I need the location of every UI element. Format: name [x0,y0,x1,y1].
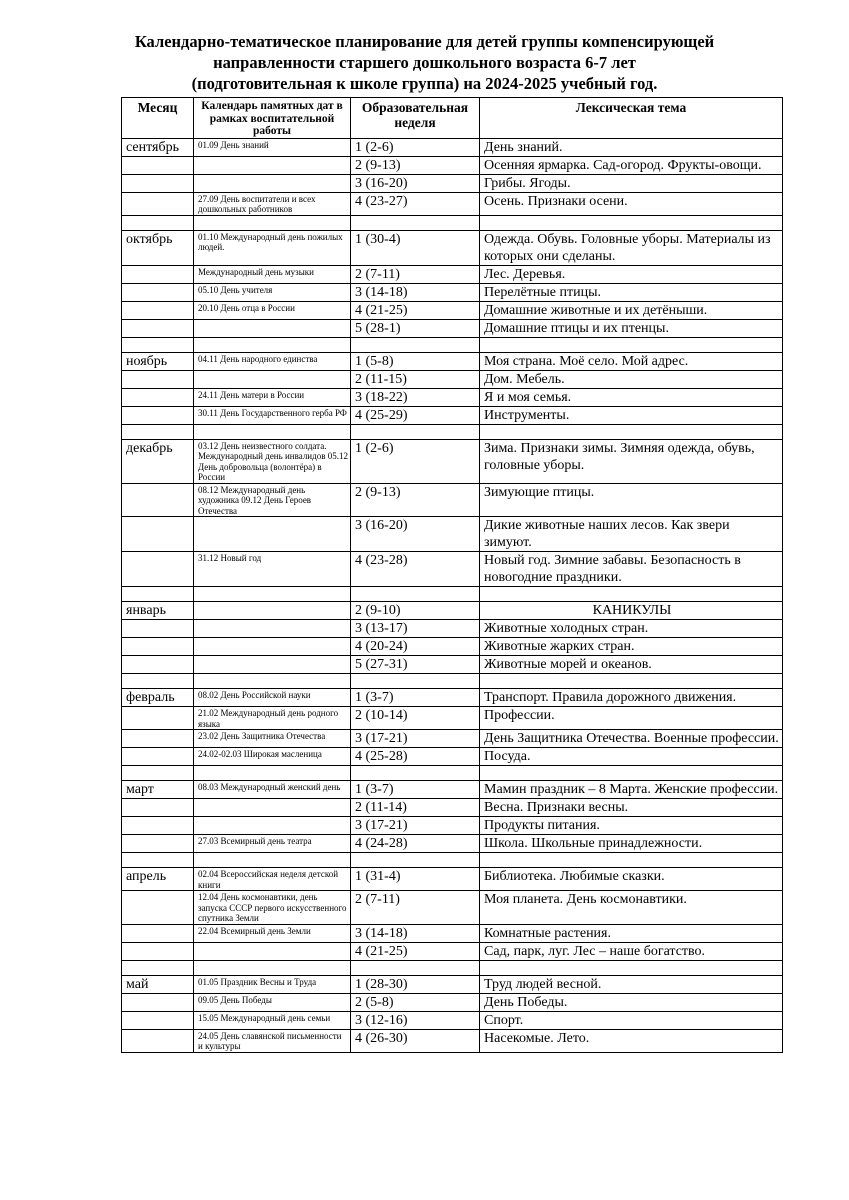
week-cell: 2 (11-14) [351,799,480,817]
month-cell: май [122,975,194,993]
week-cell: 4 (25-29) [351,406,480,424]
theme-cell: Дом. Мебель. [480,370,783,388]
month-cell [122,192,194,215]
header-row [122,98,783,139]
week-cell: 4 (23-28) [351,552,480,587]
empty-cell [122,960,194,975]
calendar-cell: 27.03 Всемирный день театра [194,835,351,853]
calendar-cell: 04.11 День народного единства [194,352,351,370]
month-cell: март [122,781,194,799]
theme-cell: Мамин праздник – 8 Марта. Женские профессии. [480,781,783,799]
empty-cell [194,960,351,975]
table-row [122,993,783,1011]
table-row [122,602,783,620]
theme-cell: Весна. Признаки весны. [480,799,783,817]
table-row [122,748,783,766]
spacer-row [122,853,783,868]
empty-cell [351,587,480,602]
table-row [122,1029,783,1052]
calendar-cell: 30.11 День Государственного герба РФ [194,406,351,424]
week-cell: 3 (14-18) [351,283,480,301]
theme-cell: Осень. Признаки осени. [480,192,783,215]
week-cell: 1 (28-30) [351,975,480,993]
theme-cell: День Победы. [480,993,783,1011]
table-row [122,835,783,853]
empty-cell [351,766,480,781]
week-cell: 1 (31-4) [351,868,480,891]
header-calendar: Календарь памятных дат в рамках воспитательной работы [194,98,351,139]
theme-cell: Домашние животные и их детёныши. [480,301,783,319]
week-cell: 3 (17-21) [351,817,480,835]
week-cell: 1 (2-6) [351,138,480,156]
table-row [122,301,783,319]
month-cell [122,638,194,656]
theme-cell: Школа. Школьные принадлежности. [480,835,783,853]
week-cell: 1 (5-8) [351,352,480,370]
theme-cell: Новый год. Зимние забавы. Безопасность в новогодние праздники. [480,552,783,587]
week-cell: 5 (27-31) [351,656,480,674]
month-cell [122,406,194,424]
calendar-cell: 27.09 День воспитатели и всех дошкольных работников [194,192,351,215]
empty-cell [480,766,783,781]
empty-cell [194,337,351,352]
calendar-cell: 31.12 Новый год [194,552,351,587]
calendar-cell: 21.02 Международный день родного языка [194,707,351,730]
table-row [122,942,783,960]
month-cell [122,517,194,552]
week-cell: 3 (16-20) [351,517,480,552]
month-cell: декабрь [122,439,194,483]
spacer-row [122,337,783,352]
calendar-cell [194,620,351,638]
theme-cell: КАНИКУЛЫ [480,602,783,620]
table-row [122,439,783,483]
empty-cell [480,853,783,868]
month-cell [122,730,194,748]
table-row [122,1011,783,1029]
calendar-cell: 15.05 Международный день семьи [194,1011,351,1029]
calendar-cell: 24.11 День матери в России [194,388,351,406]
calendar-cell: 05.10 День учителя [194,283,351,301]
theme-cell: Сад, парк, луг. Лес – наше богатство. [480,942,783,960]
theme-cell: Животные жарких стран. [480,638,783,656]
empty-cell [194,853,351,868]
empty-cell [194,424,351,439]
month-cell [122,388,194,406]
month-cell: апрель [122,868,194,891]
theme-cell: Посуда. [480,748,783,766]
planning-table [121,97,783,1053]
calendar-cell: 24.02-02.03 Широкая масленица [194,748,351,766]
week-cell: 4 (21-25) [351,301,480,319]
table-row [122,689,783,707]
theme-cell: Продукты питания. [480,817,783,835]
theme-cell: Спорт. [480,1011,783,1029]
month-cell [122,552,194,587]
empty-cell [480,674,783,689]
week-cell: 4 (26-30) [351,1029,480,1052]
month-cell: сентябрь [122,138,194,156]
theme-cell: Зима. Признаки зимы. Зимняя одежда, обувь, головные уборы. [480,439,783,483]
calendar-cell [194,370,351,388]
table-row [122,552,783,587]
week-cell: 4 (25-28) [351,748,480,766]
month-cell [122,1029,194,1052]
table-row [122,517,783,552]
calendar-cell: 01.10 Международный день пожилых людей. [194,230,351,265]
calendar-cell: 09.05 День Победы [194,993,351,1011]
month-cell [122,483,194,517]
theme-cell: Лес. Деревья. [480,265,783,283]
empty-cell [194,766,351,781]
empty-cell [351,960,480,975]
table-row [122,638,783,656]
table-row [122,352,783,370]
calendar-cell: 08.03 Международный женский день [194,781,351,799]
table-row [122,406,783,424]
calendar-cell: 24.05 День славянской письменности и культуры [194,1029,351,1052]
empty-cell [122,337,194,352]
week-cell: 1 (30-4) [351,230,480,265]
week-cell: 3 (13-17) [351,620,480,638]
calendar-cell: Международный день музыки [194,265,351,283]
table-row [122,265,783,283]
week-cell: 4 (20-24) [351,638,480,656]
spacer-row [122,766,783,781]
week-cell: 3 (18-22) [351,388,480,406]
week-cell: 3 (14-18) [351,924,480,942]
calendar-cell [194,174,351,192]
theme-cell: Грибы. Ягоды. [480,174,783,192]
month-cell [122,620,194,638]
table-row [122,230,783,265]
calendar-cell: 01.09 День знаний [194,138,351,156]
empty-cell [351,853,480,868]
week-cell: 2 (7-11) [351,265,480,283]
table-row [122,656,783,674]
week-cell: 4 (24-28) [351,835,480,853]
spacer-row [122,587,783,602]
empty-cell [122,215,194,230]
table-row [122,370,783,388]
theme-cell: Насекомые. Лето. [480,1029,783,1052]
month-cell [122,301,194,319]
empty-cell [122,674,194,689]
table-body [122,138,783,1052]
header-week: Образовательная неделя [351,98,480,139]
empty-cell [122,853,194,868]
calendar-cell [194,517,351,552]
calendar-cell [194,656,351,674]
week-cell: 2 (7-11) [351,891,480,925]
theme-cell: Транспорт. Правила дорожного движения. [480,689,783,707]
empty-cell [122,424,194,439]
month-cell [122,370,194,388]
table-row [122,924,783,942]
month-cell [122,799,194,817]
table-row [122,319,783,337]
calendar-cell [194,602,351,620]
theme-cell: Профессии. [480,707,783,730]
month-cell [122,748,194,766]
empty-cell [480,587,783,602]
empty-cell [351,424,480,439]
theme-cell: Комнатные растения. [480,924,783,942]
empty-cell [351,337,480,352]
table-row [122,138,783,156]
theme-cell: Одежда. Обувь. Головные уборы. Материалы из которых они сделаны. [480,230,783,265]
theme-cell: День знаний. [480,138,783,156]
calendar-cell: 01.05 Праздник Весны и Труда [194,975,351,993]
month-cell [122,656,194,674]
week-cell: 1 (2-6) [351,439,480,483]
theme-cell: Библиотека. Любимые сказки. [480,868,783,891]
empty-cell [194,215,351,230]
week-cell: 2 (9-13) [351,156,480,174]
table-row [122,388,783,406]
calendar-cell [194,799,351,817]
theme-cell: Перелётные птицы. [480,283,783,301]
theme-cell: Зимующие птицы. [480,483,783,517]
week-cell: 2 (9-13) [351,483,480,517]
table-row [122,891,783,925]
title-line-1: Календарно-тематическое планирование для детей группы компенсирующей [134,32,715,51]
header-month: Месяц [122,98,194,139]
calendar-cell: 12.04 День космонавтики, день запуска СССР первого искусственного спутника Земли [194,891,351,925]
theme-cell: Я и моя семья. [480,388,783,406]
theme-cell: Дикие животные наших лесов. Как звери зимуют. [480,517,783,552]
empty-cell [194,674,351,689]
table-row [122,192,783,215]
table-row [122,868,783,891]
spacer-row [122,424,783,439]
header-theme: Лексическая тема [480,98,783,139]
theme-cell: Труд людей весной. [480,975,783,993]
table-row [122,730,783,748]
calendar-cell [194,942,351,960]
spacer-row [122,215,783,230]
week-cell: 1 (3-7) [351,689,480,707]
month-cell: февраль [122,689,194,707]
theme-cell: Животные морей и океанов. [480,656,783,674]
calendar-cell: 08.12 Международный день художника 09.12 День Героев Отечества [194,483,351,517]
month-cell: январь [122,602,194,620]
week-cell: 3 (12-16) [351,1011,480,1029]
month-cell: ноябрь [122,352,194,370]
calendar-cell: 20.10 День отца в России [194,301,351,319]
calendar-cell: 03.12 День неизвестного солдата. Международный день инвалидов 05.12 День добровольца (волонтёра) в России [194,439,351,483]
week-cell: 5 (28-1) [351,319,480,337]
table-row [122,975,783,993]
empty-cell [480,337,783,352]
table-row [122,283,783,301]
calendar-cell [194,156,351,174]
month-cell [122,707,194,730]
theme-cell: Животные холодных стран. [480,620,783,638]
theme-cell: Моя страна. Моё село. Мой адрес. [480,352,783,370]
spacer-row [122,960,783,975]
empty-cell [480,424,783,439]
month-cell [122,942,194,960]
table-row [122,483,783,517]
calendar-cell: 22.04 Всемирный день Земли [194,924,351,942]
month-cell [122,1011,194,1029]
empty-cell [480,960,783,975]
title-line-3: (подготовительная к школе группа) на 2024-2025 учебный год. [191,74,658,93]
table-row [122,799,783,817]
week-cell: 4 (23-27) [351,192,480,215]
empty-cell [122,766,194,781]
theme-cell: Моя планета. День космонавтики. [480,891,783,925]
month-cell [122,817,194,835]
calendar-cell: 23.02 День Защитника Отечества [194,730,351,748]
empty-cell [122,587,194,602]
table-row [122,707,783,730]
week-cell: 3 (17-21) [351,730,480,748]
week-cell: 2 (10-14) [351,707,480,730]
table-row [122,781,783,799]
month-cell [122,174,194,192]
month-cell [122,835,194,853]
table-row [122,620,783,638]
table-row [122,174,783,192]
week-cell: 2 (9-10) [351,602,480,620]
month-cell [122,156,194,174]
week-cell: 2 (5-8) [351,993,480,1011]
table-row [122,817,783,835]
month-cell [122,924,194,942]
month-cell [122,993,194,1011]
month-cell [122,265,194,283]
theme-cell: Инструменты. [480,406,783,424]
week-cell: 4 (21-25) [351,942,480,960]
calendar-cell: 08.02 День Российской науки [194,689,351,707]
week-cell: 2 (11-15) [351,370,480,388]
empty-cell [351,674,480,689]
month-cell [122,891,194,925]
week-cell: 3 (16-20) [351,174,480,192]
page-title [0,31,849,94]
empty-cell [480,215,783,230]
empty-cell [351,215,480,230]
calendar-cell: 02.04 Всероссийская неделя детской книги [194,868,351,891]
calendar-cell [194,817,351,835]
theme-cell: Домашние птицы и их птенцы. [480,319,783,337]
calendar-cell [194,638,351,656]
week-cell: 1 (3-7) [351,781,480,799]
table-row [122,156,783,174]
theme-cell: Осенняя ярмарка. Сад-огород. Фрукты-овощи. [480,156,783,174]
month-cell [122,283,194,301]
theme-cell: День Защитника Отечества. Военные профессии. [480,730,783,748]
title-line-2: направленности старшего дошкольного возраста 6-7 лет [213,53,636,72]
month-cell: октябрь [122,230,194,265]
spacer-row [122,674,783,689]
calendar-cell [194,319,351,337]
empty-cell [194,587,351,602]
month-cell [122,319,194,337]
